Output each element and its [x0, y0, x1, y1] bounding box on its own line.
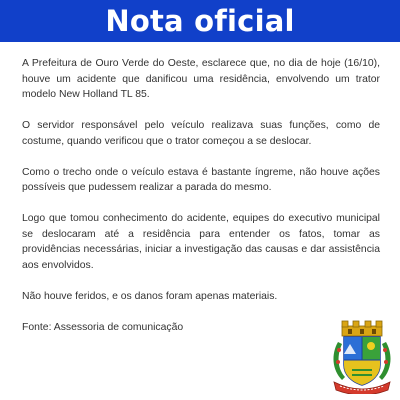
header-banner — [0, 0, 400, 42]
source-credit: Fonte: Assessoria de comunicação — [22, 321, 184, 333]
paragraph-1: A Prefeitura de Ouro Verde do Oeste, esclarece que, no dia de hoje (16/10), houve um acidente que danificou uma residência, envolvendo um trator modelo New Holland TL 85. — [22, 58, 380, 100]
paragraph-2: O servidor responsável pelo veículo realizava suas funções, como de costume, quando verificou que o trator começou a se deslocar. — [22, 120, 380, 147]
statement-body — [22, 56, 380, 351]
paragraph-3: Como o trecho onde o veículo estava é bastante íngreme, não houve ações possíveis que pudessem realizar a parada do mesmo. — [22, 166, 380, 193]
paragraph-4: Logo que tomou conhecimento do acidente, equipes do executivo municipal se deslocaram até a residência para entender os fatos, tomar as providências necessárias, iniciar a investigação das causas e dar assistência aos envolvidos. — [22, 213, 380, 271]
municipal-coat-of-arms-icon — [330, 320, 394, 394]
page-title: Nota oficial — [105, 4, 295, 38]
paragraph-5: Não houve feridos, e os danos foram apenas materiais. — [22, 290, 278, 302]
